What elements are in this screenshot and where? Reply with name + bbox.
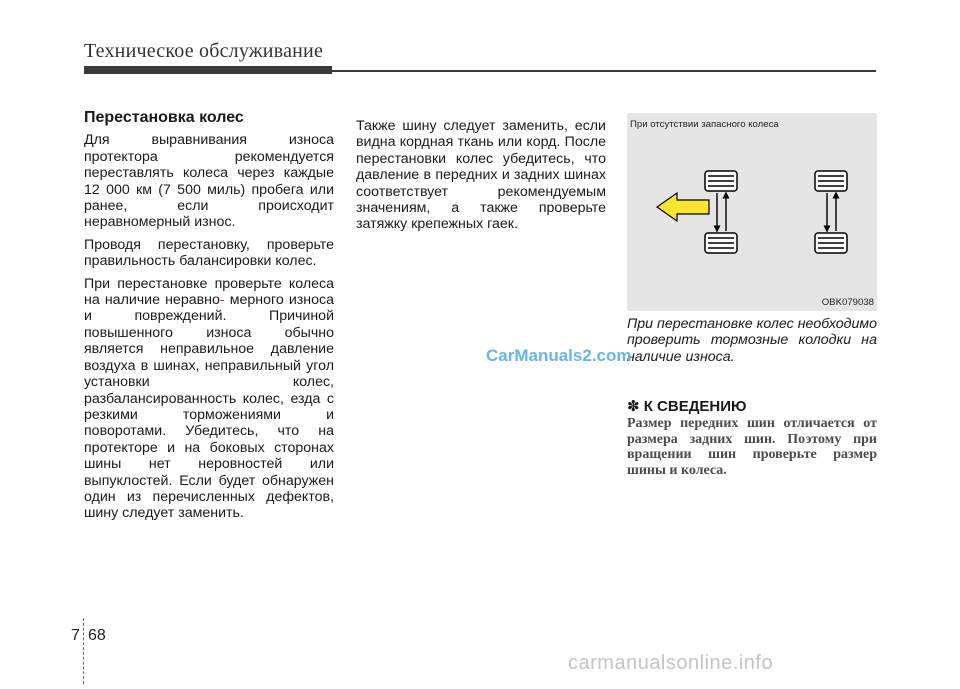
- header-rule-thin: [332, 70, 876, 72]
- rear-left-tire-icon: [705, 233, 737, 253]
- section-heading: Перестановка колес: [84, 109, 244, 126]
- front-right-tire-icon: [815, 171, 847, 191]
- watermark-carmanualsonline[interactable]: carmanualsonline.info: [568, 652, 774, 674]
- header-rule-thick: [84, 66, 332, 74]
- left-column: [84, 110, 334, 528]
- paragraph-1: Для выравнивания износа протектора рекомендуется переставлять колеса через каждые 12 000 км (7 500 миль) пробега или ранее, если происходит неравномерный износ.: [84, 132, 334, 231]
- info-heading: ✽ К СВЕДЕНИЮ: [627, 398, 747, 415]
- tire-rotation-diagram: [627, 113, 877, 311]
- figure-code: OBK079038: [821, 297, 874, 308]
- watermark-carmanuals2[interactable]: CarManuals2.com: [486, 346, 632, 365]
- chapter-number: 7: [71, 627, 80, 644]
- paragraph-3-start: При перестановке проверьте колеса на наличие неравно: [84, 275, 334, 309]
- paragraph-4: Также шину следует заменить, если видна кордная ткань или корд. После перестановки колес убедитесь, что давление в передних и задних шинах соответствует рекомендуемым значениям, а также проверьте затяжку крепежных гаек.: [356, 118, 606, 233]
- info-body: Размер передних шин отличается от размера задних шин. Поэтому при вращении шин проверьте размер шины и колеса.: [627, 416, 877, 478]
- hyphen-mark: -: [219, 292, 225, 309]
- front-left-tire-icon: [705, 171, 737, 191]
- rear-right-tire-icon: [815, 233, 847, 253]
- forward-direction-arrow-icon: [657, 193, 709, 221]
- middle-column: [356, 118, 606, 239]
- paragraph-2: Проводя перестановку, проверьте правильность балансировки колес.: [84, 236, 334, 270]
- figure-caption: При отсутствии запасного колеса: [630, 119, 779, 130]
- paragraph-3: [84, 276, 334, 522]
- page-number-divider: [83, 618, 85, 684]
- tire-rotation-figure: [627, 113, 877, 311]
- paragraph-3-end: мерного износа и повреждений. Причиной повышенного износа обычно является неправильное давление воздуха в шинах, неправильный угол установки колес, разбалансированность колес, езда с резкими торможениями и поворотами. Убедитесь, что на протекторе и на боковых сторонах шины нет неровностей или выпуклостей. Если будет обнаружен один из перечисленных дефектов, шину следует заменить.: [84, 292, 334, 522]
- brake-pad-note: При перестановке колес необходимо проверить тормозные колодки на наличие износа.: [627, 316, 877, 365]
- page-number: 68: [88, 627, 106, 644]
- page-header-title: Техническое обслуживание: [84, 40, 324, 62]
